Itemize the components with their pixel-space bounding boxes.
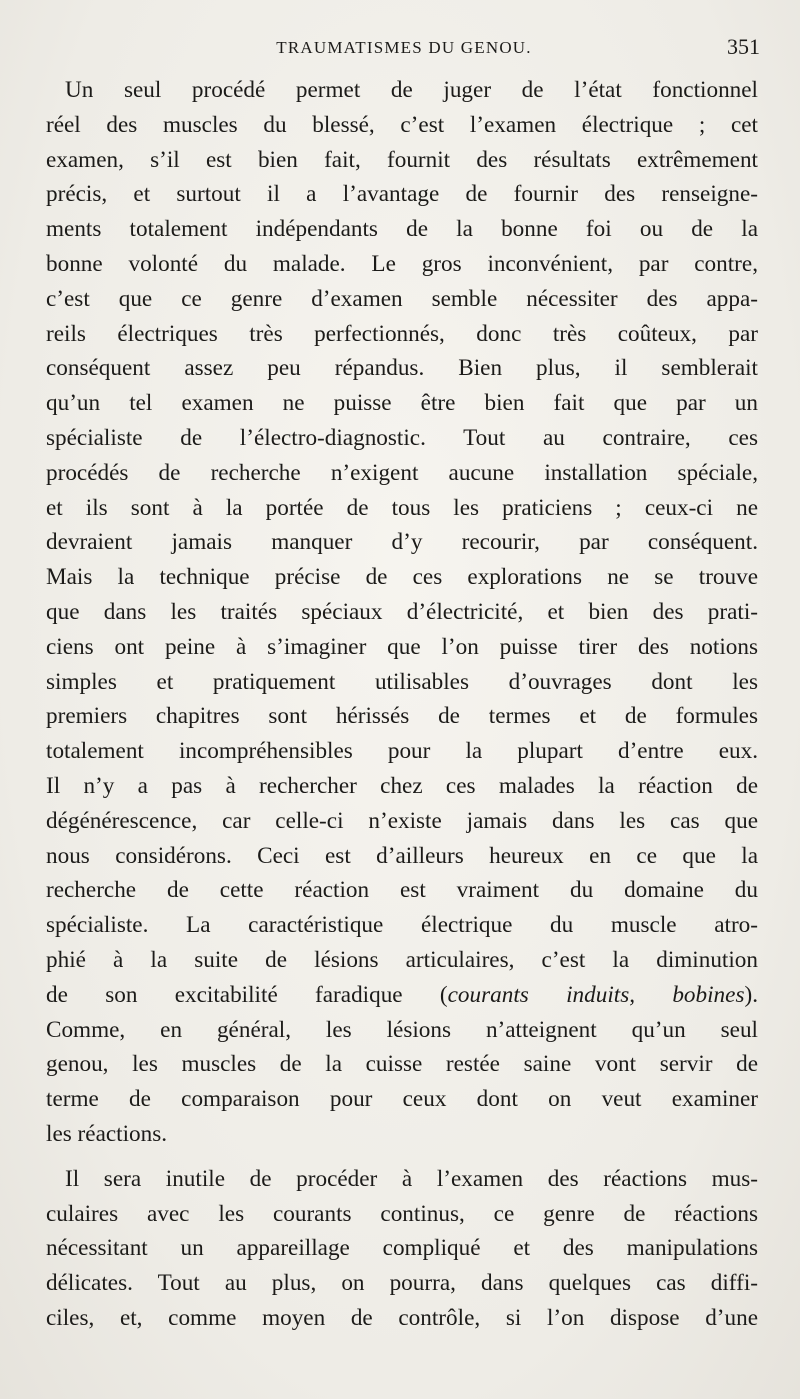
running-title: TRAUMATISMES DU GENOU. <box>276 38 532 57</box>
text-line: ments totalement indépendants de la bonne foi ou de la <box>46 216 758 243</box>
text-line: terme de comparaison pour ceux dont on veut examiner <box>46 1086 758 1113</box>
paragraph-gap <box>46 1152 758 1162</box>
text-line: Un seul procédé permet de juger de l’état fonctionnel <box>65 77 758 103</box>
text-line: qu’un tel examen ne puisse être bien fait que par un <box>46 390 758 417</box>
text-line: phié à la suite de lésions articulaires, c’est la diminution <box>46 946 758 973</box>
text-line: examen, s’il est bien fait, fournit des résultats extrêmement <box>46 146 758 173</box>
text-line: genou, les muscles de la cuisse restée saine vont servir de <box>46 1051 758 1078</box>
running-head <box>48 34 760 62</box>
text-line: premiers chapitres sont hérissés de termes et de formules <box>46 703 758 730</box>
text-line: précis, et surtout il a l’avantage de fournir des renseigne- <box>46 181 758 208</box>
text-line: conséquent assez peu répandus. Bien plus, il semblerait <box>46 355 758 382</box>
text-line: les réactions. <box>46 1120 168 1147</box>
text-line: simples et pratiquement utilisables d’ouvrages dont les <box>46 668 758 695</box>
text-line: nous considérons. Ceci est d’ailleurs heureux en ce que la <box>46 842 758 869</box>
text-line: délicates. Tout au plus, on pourra, dans quelques cas diffi- <box>46 1270 758 1297</box>
body-text <box>46 73 758 1336</box>
text-line: spécialiste. La caractéristique électrique du muscle atro- <box>46 912 758 939</box>
text-line: ciens ont peine à s’imaginer que l’on puisse tirer des notions <box>46 633 758 660</box>
text-line: Comme, en général, les lésions n’atteignent qu’un seul <box>46 1016 758 1043</box>
text-line: nécessitant un appareillage compliqué et des manipulations <box>46 1235 758 1262</box>
text-line: bonne volonté du malade. Le gros inconvénient, par contre, <box>46 250 758 277</box>
text-line: reils électriques très perfectionnés, donc très coûteux, par <box>46 320 758 347</box>
paragraph-2 <box>46 1162 758 1336</box>
text-line: culaires avec les courants continus, ce genre de réactions <box>46 1200 758 1227</box>
text-line: c’est que ce genre d’examen semble nécessiter des appa- <box>46 285 758 312</box>
text-line: de son excitabilité faradique (courants induits, bobines). <box>46 981 758 1008</box>
text-line: ciles, et, comme moyen de contrôle, si l’on dispose d’une <box>46 1304 758 1331</box>
text-line: devraient jamais manquer d’y recourir, par conséquent. <box>46 529 758 556</box>
text-line: Il sera inutile de procéder à l’examen des réactions mus- <box>65 1165 758 1192</box>
text-line: Il n’y a pas à rechercher chez ces malades la réaction de <box>46 772 758 799</box>
text-line: spécialiste de l’électro-diagnostic. Tout au contraire, ces <box>46 424 758 451</box>
text-line: recherche de cette réaction est vraiment du domaine du <box>46 877 758 904</box>
paragraph-1 <box>46 73 758 1152</box>
text-line: et ils sont à la portée de tous les praticiens ; ceux-ci ne <box>46 494 758 521</box>
text-line: procédés de recherche n’exigent aucune installation spéciale, <box>46 459 758 486</box>
text-line: que dans les traités spéciaux d’électricité, et bien des prati- <box>46 598 758 625</box>
text-line: totalement incompréhensibles pour la plupart d’entre eux. <box>46 738 758 765</box>
text-line: Mais la technique précise de ces explorations ne se trouve <box>46 564 758 591</box>
text-line: dégénérescence, car celle-ci n’existe jamais dans les cas que <box>46 807 758 834</box>
page-number: 351 <box>727 34 760 59</box>
text-line: réel des muscles du blessé, c’est l’examen électrique ; cet <box>46 111 758 138</box>
